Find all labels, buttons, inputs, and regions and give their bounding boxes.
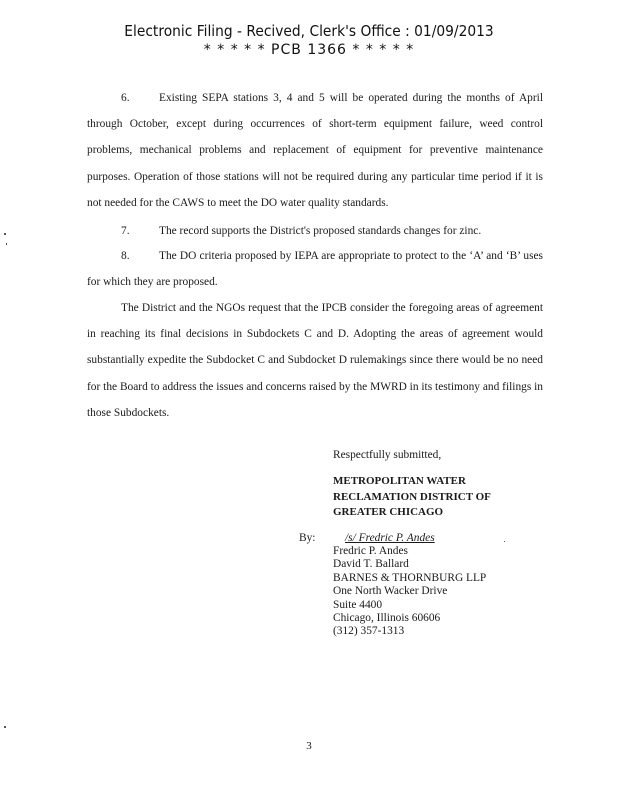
- paragraph-6: [87, 85, 543, 216]
- organization-name: [333, 474, 491, 521]
- scan-speck: [504, 541, 505, 542]
- organization-line: GREATER CHICAGO: [333, 506, 444, 518]
- paragraph-8: [87, 243, 543, 295]
- attorney-line: BARNES & THORNBURG LLP: [333, 571, 487, 584]
- scan-speck: [6, 243, 7, 245]
- signed-name: /s/ Fredric P. Andes: [345, 532, 435, 544]
- paragraph-text: The DO criteria proposed by IEPA are appropriate to protect to the ‘A’ and ‘B’ uses for which they are proposed.: [87, 250, 543, 289]
- attorney-block: [333, 545, 486, 639]
- paragraph-text: Existing SEPA stations 3, 4 and 5 will be operated during the months of April through October, except during occurrences of short-term equipment failure, weed control problems, mechanical problems and replacement of equipment for preventive maintenance purposes. Operation of those stations will not be required during any particular time period if it is not needed for the CAWS to meet the DO water quality standards.: [87, 92, 543, 209]
- attorney-line: Chicago, Illinois 60606: [333, 612, 441, 625]
- filing-stamp-docket: * * * * * PCB 1366 * * * * *: [203, 42, 415, 58]
- paragraph-request: [87, 295, 543, 426]
- paragraph-text: The record supports the District's proposed standards changes for zinc.: [159, 225, 482, 237]
- signature-line: [333, 532, 449, 545]
- filing-stamp-title: Electronic Filing - Recived, Clerk's Office : 01/09/2013: [124, 22, 494, 40]
- paragraph-number: 6.: [121, 92, 130, 104]
- by-label: By:: [299, 532, 316, 544]
- organization-line: RECLAMATION DISTRICT OF: [333, 490, 491, 503]
- attorney-line: Fredric P. Andes: [333, 545, 408, 557]
- scan-speck: [4, 233, 6, 235]
- attorney-line: One North Wacker Drive: [333, 585, 448, 598]
- page-number: 3: [306, 740, 312, 752]
- attorney-line: (312) 357-1313: [333, 625, 405, 638]
- paragraph-number: 7.: [121, 225, 130, 237]
- paragraph-7: [87, 218, 543, 244]
- attorney-line: David T. Ballard: [333, 558, 409, 571]
- paragraph-text: The District and the NGOs request that the IPCB consider the foregoing areas of agreement in reaching its final decisions in Subdockets C and D. Adopting the areas of agreement would substantially expedite the Subdocket C and Subdocket D rulemakings since there would be no need for the Board to address the issues and concerns raised by the MWRD in its testimony and filings in those Subdockets.: [87, 302, 543, 419]
- paragraph-number: 8.: [121, 250, 130, 262]
- organization-line: METROPOLITAN WATER: [333, 475, 466, 487]
- attorney-line: Suite 4400: [333, 598, 383, 611]
- scan-speck: [4, 726, 6, 728]
- closing-text: Respectfully submitted,: [333, 449, 442, 461]
